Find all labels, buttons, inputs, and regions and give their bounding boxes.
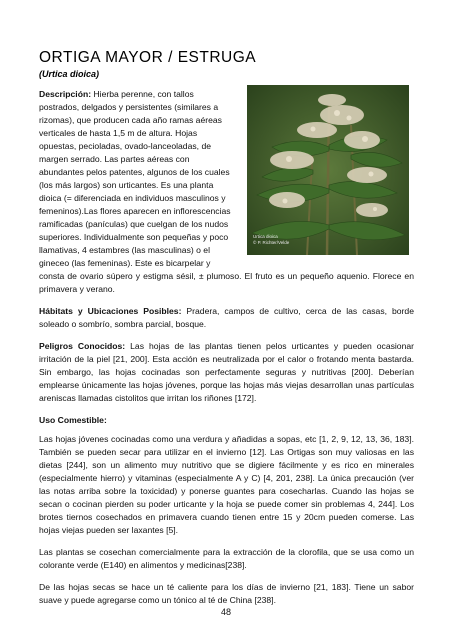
description-continuation: consta de ovario súpero y estigma sésil, ± plumoso. El fruto es un pequeño aquenio. Florece en primavera y verano. <box>39 271 414 294</box>
edible-use-heading: Uso Comestible: <box>39 415 107 425</box>
description-line: femeninos).Las flores aparecen en inflorescencias <box>39 206 231 216</box>
scientific-name: (Urtica dioica) <box>39 69 100 79</box>
edible-use-paragraph: Las plantas se cosechan comercialmente para la extracción de la clorofila, que se usa como un colorante verde (E140) en alimentos y medicinas[238]. <box>39 547 414 570</box>
photo-caption-credit: © P. Richter/Velde <box>253 240 290 245</box>
description-line: Descripción: Hierba perenne, con tallos <box>39 89 194 99</box>
habitats-label: Hábitats y Ubicaciones Posibles: <box>39 306 182 316</box>
description-line: superiores. Individualmente son pequeñas y poco <box>39 232 229 242</box>
habitats-paragraph: Hábitats y Ubicaciones Posibles: Pradera, campos de cultivo, cerca de las casas, borde soleado o sombrío, sombra parcial, bosque. <box>39 306 414 329</box>
description-lead <box>39 88 241 270</box>
edible-use-paragraph: De las hojas secas se hace un té caliente para los días de invierno [21, 183]. Tiene un sabor suave y puede agregarse como un tónico al té de China [238]. <box>39 582 414 605</box>
edible-use-paragraph: Las hojas jóvenes cocinadas como una verdura y añadidas a sopas, etc [1, 2, 9, 12, 13, 36, 183]. También se pueden secar para utilizar en el invierno [12]. Las Ortigas son muy valiosas en las dietas [244], son un alimento muy nutritivo que se digiere fácilmente y es rico en minerales (especialmente hierro) y vitaminas (especialmente A y C) [4, 201, 238]. La única precaución (ver las notas arriba sobre la toxicidad) y ponerse guantes para cosecharlas. Cuando las hojas se secan o cocinan pierden su poder urticante y la hoja se puede comer sin problemas 4, 244]. Los brotes tiernos cosechados en primavera cuando tienen entre 15 y 20cm pueden comerse. Las hojas viejas pueden ser laxantes [5]. <box>39 434 414 535</box>
description-line: postrados, delgados y persistentes (similares a <box>39 102 219 112</box>
description-line: dioica (= diferenciada en individuos masculinos y <box>39 193 226 203</box>
description-line: abundantes pelos patentes, algunos de los cuales <box>39 167 230 177</box>
description-line: gineceo (las femeninas). Este es bicarpelar y <box>39 258 211 268</box>
description-line: opuestas, pecioladas, ovado-lanceoladas, de <box>39 141 211 151</box>
description-label: Descripción: <box>39 89 92 99</box>
description-section <box>39 88 414 616</box>
description-line: ramificadas (panículas) que cuelgan de los nudos <box>39 219 229 229</box>
page-title: ORTIGA MAYOR / ESTRUGA <box>39 49 257 66</box>
page-number: 48 <box>220 607 231 617</box>
description-line: margen serrado. Las partes aéreas con <box>39 154 190 164</box>
description-line: (los más largos) son urticantes. Es una planta <box>39 180 214 190</box>
dangers-label: Peligros Conocidos: <box>39 341 126 351</box>
description-line: verticales de hasta 1,5 m de altura. Hojas <box>39 128 198 138</box>
description-line: rizomas), que producen cada año ramas aéreas <box>39 115 222 125</box>
photo-caption-species: Urtica dioica <box>253 234 278 239</box>
description-line: llamativas, 4 estambres (las masculinas) o el <box>39 245 210 255</box>
dangers-paragraph: Peligros Conocidos: Las hojas de las plantas tienen pelos urticantes y pueden ocasionar irritación de la piel [21, 200]. Esta acción es neutralizada por el calor o frotando menta bastarda. Sin embargo, las hojas cocinadas son perfectamente seguras y nutritivas [200]. Deberían emplearse únicamente las hojas jóvenes, porque las hojas más viejas desarrollan unas partículas areniscas llamadas cistolitos que irritan los riñones [172]. <box>39 341 415 403</box>
